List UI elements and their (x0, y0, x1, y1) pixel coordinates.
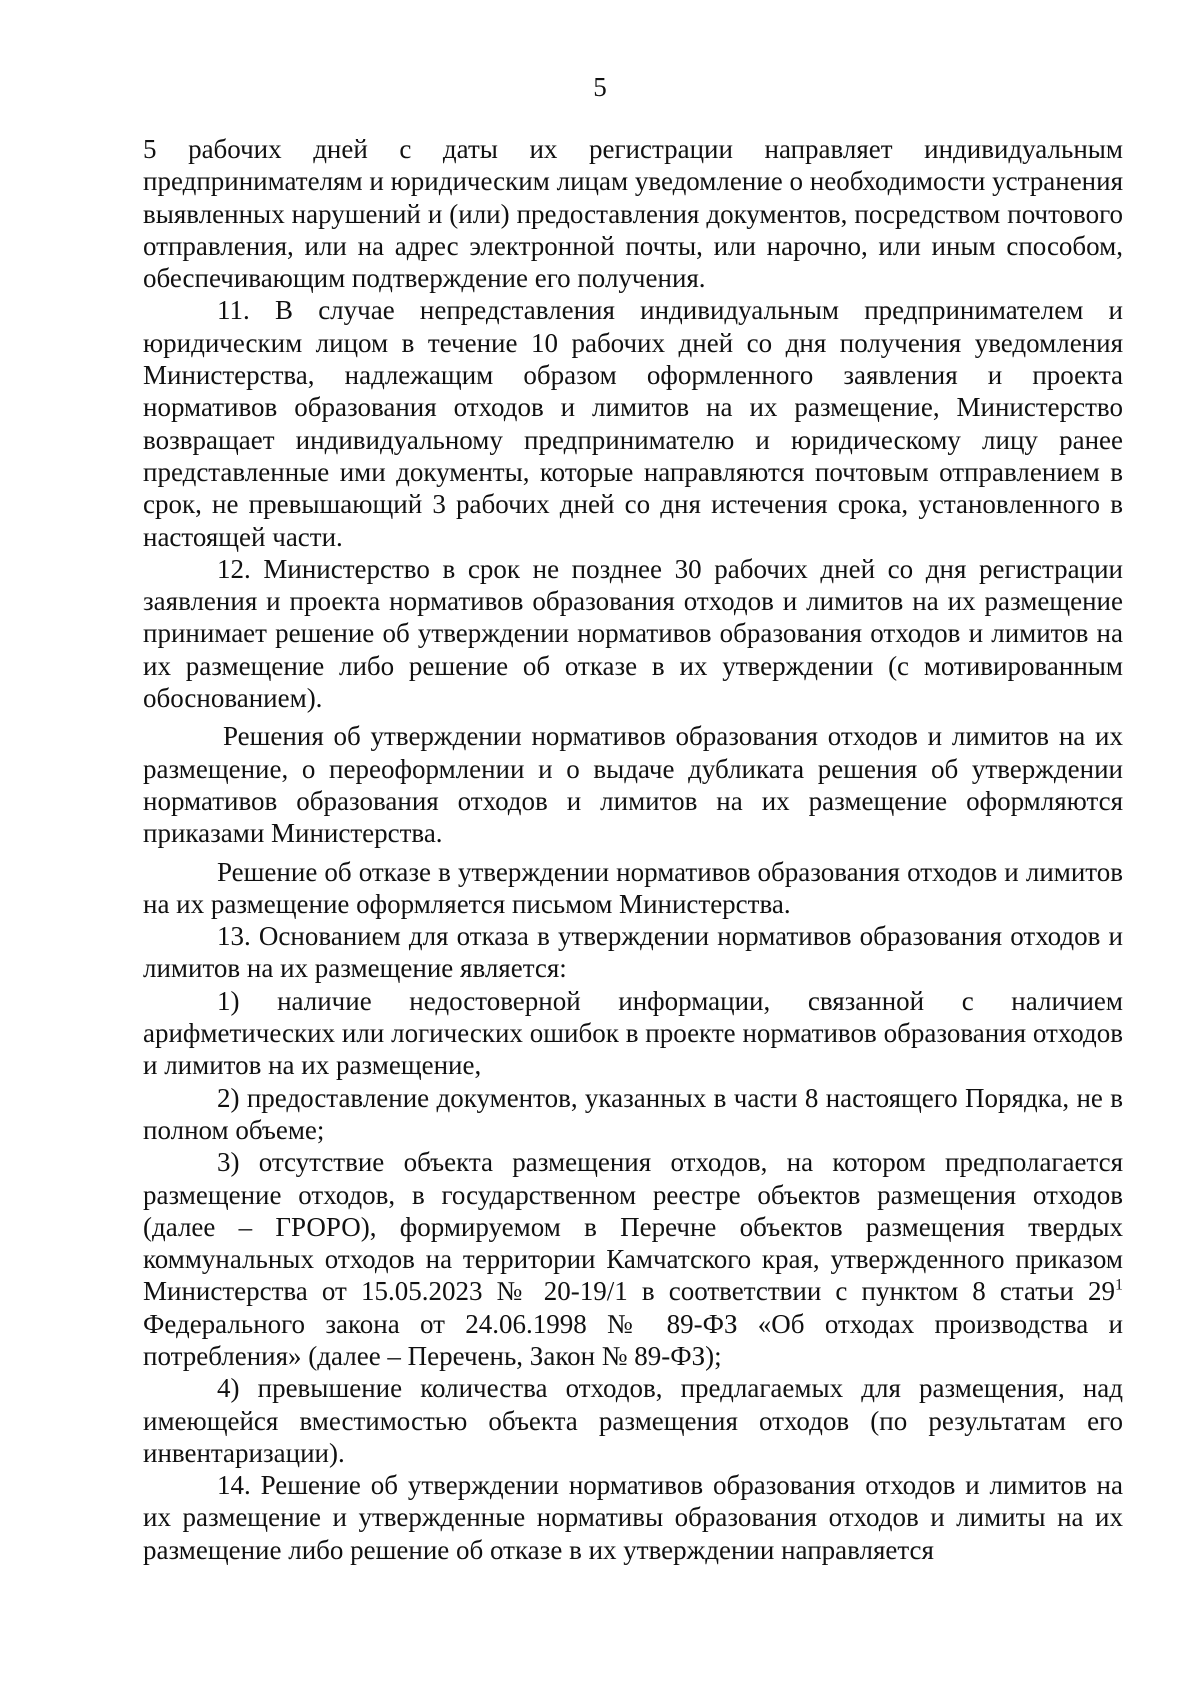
paragraph-12: 12. Министерство в срок не позднее 30 рабочих дней со дня регистрации заявления и проекта нормативов образования отходов и лимитов на их размещение принимает решение об утверждении нормативов образования отходов и лимитов на их размещение либо решение об отказе в их утверждении (с мотивированным обоснованием). (143, 553, 1123, 714)
page-number: 5 (593, 72, 607, 102)
paragraph-13: 13. Основанием для отказа в утверждении нормативов образования отходов и лимитов на их размещение является: (143, 921, 1123, 984)
superscript-marker: 1 (1115, 1277, 1123, 1294)
list-item-4: 4) превышение количества отходов, предлагаемых для размещения, над имеющейся вместимостью объекта размещения отходов (по результатам его инвентаризации). (143, 1373, 1123, 1468)
list-item-3-text-continued: Федерального закона от 24.06.1998 № 89-ФЗ «Об отходах производства и потребления» (далее – Перечень, Закон № 89-ФЗ); (143, 1308, 1123, 1371)
paragraph-11: 11. В случае непредставления индивидуальным предпринимателем и юридическим лицом в течение 10 рабочих дней со дня получения уведомления Министерства, надлежащим образом оформленного заявления и проекта нормативов образования отходов и лимитов на их размещение, Министерство возвращает индивидуальному предпринимателю и юридическому лицу ранее представленные ими документы, которые направляются почтовым отправлением в срок, не превышающий 3 рабочих дней со дня истечения срока, установленного в настоящей части. (143, 295, 1123, 552)
list-item-3-text: 3) отсутствие объекта размещения отходов, на котором предполагается размещение отходов, в государственном реестре объектов размещения отходов (далее – ГРОРО), формируемом в Перечне объектов размещения твердых коммунальных отходов на территории Камчатского края, утвержденного приказом Министерства от 15.05.2023 № 20-19/1 в соответствии с пунктом 8 статьи 29 (143, 1147, 1123, 1307)
list-item-2: 2) предоставление документов, указанных в части 8 настоящего Порядка, не в полном объеме; (143, 1082, 1123, 1145)
paragraph-refusal-letter: Решение об отказе в утверждении нормативов образования отходов и лимитов на их размещение оформляется письмом Министерства. (143, 856, 1123, 919)
paragraph-14: 14. Решение об утверждении нормативов образования отходов и лимитов на их размещение и утвержденные нормативы образования отходов и лимиты на их размещение либо решение об отказе в их утверждении направляется (143, 1470, 1123, 1565)
document-body (143, 133, 1123, 1566)
list-item-1: 1) наличие недостоверной информации, связанной с наличием арифметических или логических ошибок в проекте нормативов образования отходов и лимитов на их размещение, (143, 985, 1123, 1081)
list-item-3 (143, 1146, 1123, 1372)
paragraph-decisions-orders: Решения об утверждении нормативов образования отходов и лимитов на их размещение, о переоформлении и о выдаче дубликата решения об утверждении нормативов образования отходов и лимитов на их размещение оформляются приказами Министерства. (143, 721, 1123, 849)
paragraph-continuation: 5 рабочих дней с даты их регистрации направляет индивидуальным предпринимателям и юридическим лицам уведомление о необходимости устранения выявленных нарушений и (или) предоставления документов, посредством почтового отправления, или на адрес электронной почты, или нарочно, или иным способом, обеспечивающим подтверждение его получения. (143, 134, 1123, 294)
